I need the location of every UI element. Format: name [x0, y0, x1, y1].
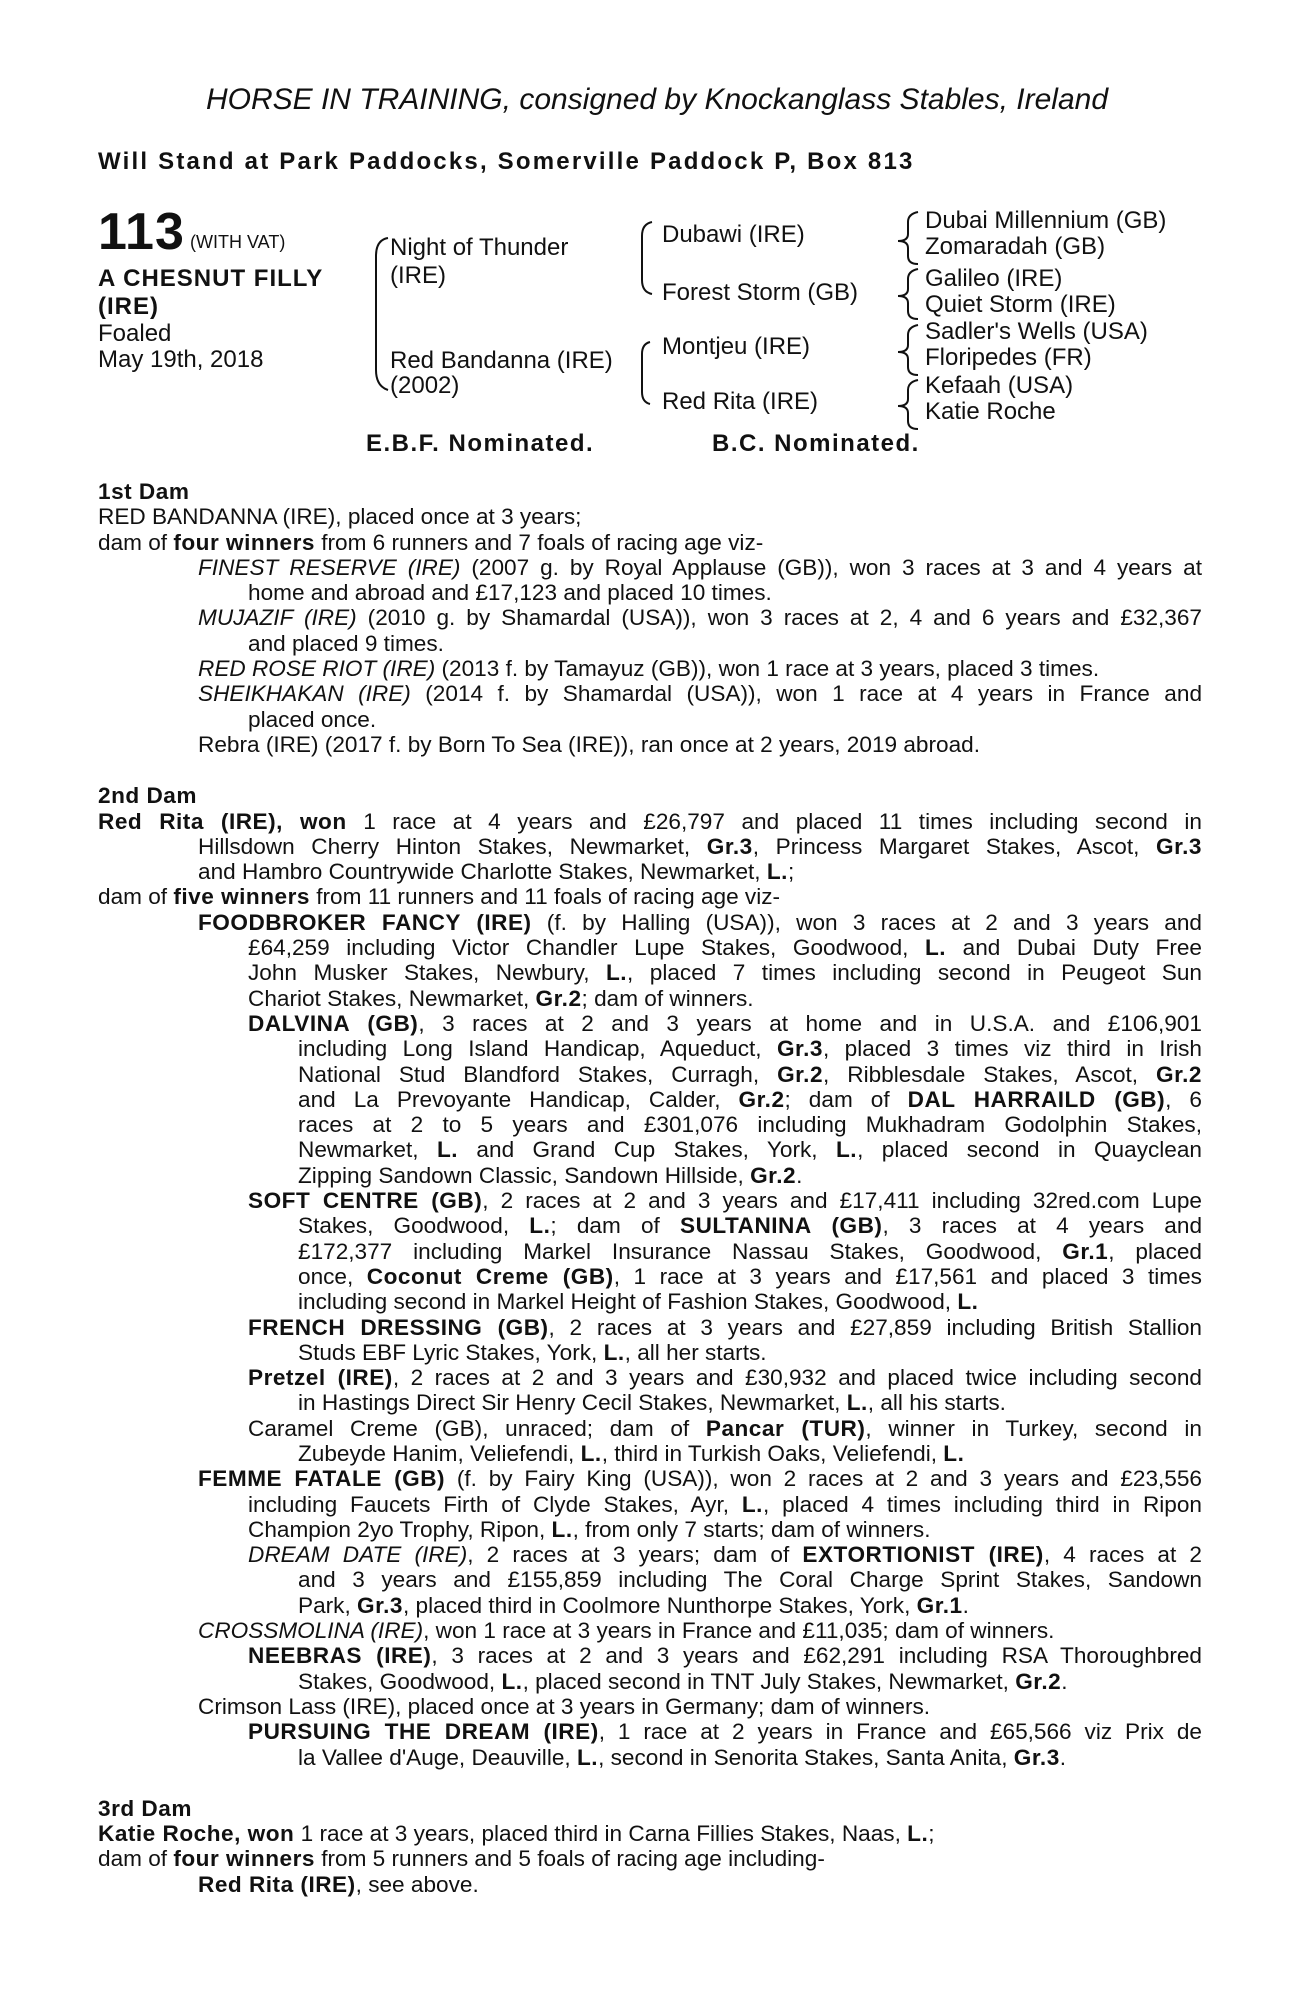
produce-pursuing-the-dream: PURSUING THE DREAM (IRE), 1 race at 2 years in France and £65,566 viz Prix de: [248, 1719, 1202, 1745]
produce-mujazif-cont: and placed 9 times.: [248, 630, 444, 656]
produce-foodbroker-fancy-4: Chariot Stakes, Newmarket, Gr.2; dam of winners.: [248, 985, 754, 1011]
produce-caramel-creme-2: Zubeyde Hanim, Veliefendi, L., third in Turkish Oaks, Veliefendi, L.: [298, 1440, 965, 1466]
gsire-4: Quiet Storm (IRE): [925, 291, 1116, 318]
produce-french-dressing-2: Studs EBF Lyric Stakes, York, L., all her starts.: [298, 1339, 767, 1365]
second-dam-heading: 2nd Dam: [98, 783, 197, 809]
bracket-main: [376, 238, 388, 390]
produce-femme-fatale: FEMME FATALE (GB) (f. by Fairy King (USA)), won 2 races at 2 and 3 years and £23,556: [198, 1466, 1202, 1492]
produce-red-rita: Red Rita (IRE), see above.: [198, 1871, 479, 1897]
dam-name: Red Bandanna (IRE): [390, 347, 613, 374]
gsire-1: Dubai Millennium (GB): [925, 207, 1167, 234]
dam-year: (2002): [390, 372, 460, 399]
second-dam-summary: Red Rita (IRE), won 1 race at 4 years and £26,797 and placed 11 times including second in: [98, 808, 1202, 834]
produce-caramel-creme: Caramel Creme (GB), unraced; dam of Pancar (TUR), winner in Turkey, second in: [248, 1415, 1202, 1441]
stand-location: Will Stand at Park Paddocks, Somerville Paddock P, Box 813: [98, 148, 915, 175]
second-dam-produce: dam of five winners from 11 runners and 11 foals of racing age viz-: [98, 884, 781, 910]
sire-country: (IRE): [390, 262, 446, 289]
produce-femme-fatale-3: Champion 2yo Trophy, Ripon, L., from only 7 starts; dam of winners.: [248, 1516, 931, 1542]
produce-dalvina-6: Newmarket, L. and Grand Cup Stakes, York, L., placed second in Quayclean: [298, 1137, 1202, 1163]
produce-french-dressing: FRENCH DRESSING (GB), 2 races at 3 years and £27,859 including British Stallion: [248, 1314, 1202, 1340]
produce-foodbroker-fancy-2: £64,259 including Victor Chandler Lupe Stakes, Goodwood, L. and Dubai Duty Free: [248, 935, 1202, 961]
produce-dalvina-2: including Long Island Handicap, Aqueduct, Gr.3, placed 3 times viz third in Irish: [298, 1036, 1202, 1062]
produce-dalvina-3: National Stud Blandford Stakes, Curragh, Gr.2, Ribblesdale Stakes, Ascot, Gr.2: [298, 1061, 1202, 1087]
produce-soft-centre-3: £172,377 including Markel Insurance Nassau Stakes, Goodwood, Gr.1, placed: [298, 1238, 1202, 1264]
produce-finest-reserve-cont: home and abroad and £17,123 and placed 10 times.: [248, 580, 772, 606]
produce-rebra: Rebra (IRE) (2017 f. by Born To Sea (IRE)), ran once at 2 years, 2019 abroad.: [198, 731, 980, 757]
first-dam-heading: 1st Dam: [98, 479, 190, 504]
first-dam-summary: RED BANDANNA (IRE), placed once at 3 years;: [98, 504, 582, 530]
produce-mujazif: MUJAZIF (IRE) (2010 g. by Shamardal (USA)), won 3 races at 2, 4 and 6 years and £32,367: [198, 605, 1203, 631]
third-dam-summary: Katie Roche, won 1 race at 3 years, placed third in Carna Fillies Stakes, Naas, L.;: [98, 1821, 935, 1847]
sire-name: Night of Thunder: [390, 234, 569, 261]
bracket-g1: [898, 212, 918, 264]
dam-dam: Red Rita (IRE): [662, 388, 819, 415]
produce-dream-date: DREAM DATE (IRE), 2 races at 3 years; dam of EXTORTIONIST (IRE), 4 races at 2: [248, 1542, 1202, 1568]
catalogue-title: HORSE IN TRAINING, consigned by Knockanglass Stables, Ireland: [205, 83, 1109, 116]
produce-dalvina: DALVINA (GB), 3 races at 2 and 3 years at home and in U.S.A. and £106,901: [248, 1010, 1202, 1036]
foaled-label: Foaled: [98, 320, 172, 347]
gsire-5: Sadler's Wells (USA): [925, 318, 1148, 345]
second-dam-summary-2: Hillsdown Cherry Hinton Stakes, Newmarket, Gr.3, Princess Margaret Stakes, Ascot, Gr.3: [198, 833, 1202, 859]
produce-sheikhakan: SHEIKHAKAN (IRE) (2014 f. by Shamardal (USA)), won 1 race at 4 years in France and: [198, 681, 1203, 707]
gsire-7: Kefaah (USA): [925, 372, 1074, 399]
sire-dam: Forest Storm (GB): [662, 279, 859, 306]
produce-pretzel: Pretzel (IRE), 2 races at 2 and 3 years and £30,932 and placed twice including second: [248, 1365, 1202, 1391]
third-dam-produce: dam of four winners from 5 runners and 5 foals of racing age including-: [98, 1846, 825, 1872]
bracket-sire: [642, 222, 652, 294]
bracket-g2: [898, 269, 918, 319]
produce-neebras-2: Stakes, Goodwood, L., placed second in TNT July Stakes, Newmarket, Gr.2.: [298, 1668, 1068, 1694]
produce-soft-centre-2: Stakes, Goodwood, L.; dam of SULTANINA (GB), 3 races at 4 years and: [298, 1213, 1203, 1239]
produce-sheikhakan-cont: placed once.: [248, 706, 377, 732]
produce-soft-centre: SOFT CENTRE (GB), 2 races at 2 and 3 years and £17,411 including 32red.com Lupe: [248, 1188, 1202, 1214]
bc-nomination: B.C. Nominated.: [712, 430, 920, 457]
bracket-dam: [642, 342, 650, 404]
produce-soft-centre-5: including second in Markel Height of Fashion Stakes, Goodwood, L.: [298, 1289, 979, 1315]
third-dam-heading: 3rd Dam: [98, 1795, 192, 1821]
produce-dream-date-2: and 3 years and £155,859 including The Coral Charge Sprint Stakes, Sandown: [298, 1567, 1202, 1593]
produce-dalvina-4: and La Prevoyante Handicap, Calder, Gr.2; dam of DAL HARRAILD (GB), 6: [298, 1086, 1203, 1112]
produce-red-rose-riot: RED ROSE RIOT (IRE) (2013 f. by Tamayuz (GB)), won 1 race at 3 years, placed 3 times.: [198, 656, 1100, 682]
produce-dalvina-5: races at 2 to 5 years and £301,076 including Mukhadram Godolphin Stakes,: [298, 1112, 1202, 1138]
first-dam-produce: dam of four winners from 6 runners and 7 foals of racing age viz-: [98, 529, 764, 555]
second-dam-summary-3: and Hambro Countrywide Charlotte Stakes, Newmarket, L.;: [198, 859, 795, 885]
gsire-6: Floripedes (FR): [925, 344, 1092, 371]
produce-foodbroker-fancy: FOODBROKER FANCY (IRE) (f. by Halling (USA)), won 3 races at 2 and 3 years and: [198, 909, 1202, 935]
produce-crimson-lass: Crimson Lass (IRE), placed once at 3 years in Germany; dam of winners.: [198, 1693, 931, 1719]
sire-sire: Dubawi (IRE): [662, 221, 805, 248]
produce-crossmolina: CROSSMOLINA (IRE), won 1 race at 3 years in France and £11,035; dam of winners.: [198, 1618, 1055, 1644]
produce-femme-fatale-2: including Faucets Firth of Clyde Stakes, Ayr, L., placed 4 times including third in Ripon: [248, 1491, 1202, 1517]
produce-neebras: NEEBRAS (IRE), 3 races at 2 and 3 years and £62,291 including RSA Thoroughbred: [248, 1643, 1202, 1669]
foaled-date: May 19th, 2018: [98, 346, 264, 373]
lot-description-breed: (IRE): [98, 293, 159, 320]
dam-sire: Montjeu (IRE): [662, 333, 811, 360]
gsire-2: Zomaradah (GB): [925, 233, 1106, 260]
gsire-8: Katie Roche: [925, 398, 1056, 425]
lot-number: 113: [98, 203, 185, 261]
ebf-nomination: E.B.F. Nominated.: [366, 430, 595, 457]
produce-dream-date-3: Park, Gr.3, placed third in Coolmore Nunthorpe Stakes, York, Gr.1.: [298, 1592, 969, 1618]
produce-dalvina-7: Zipping Sandown Classic, Sandown Hillside, Gr.2.: [298, 1162, 803, 1188]
produce-pursuing-the-dream-2: la Vallee d'Auge, Deauville, L., second in Senorita Stakes, Santa Anita, Gr.3.: [298, 1744, 1067, 1770]
lot-description: A CHESNUT FILLY: [98, 265, 324, 292]
vat-note: (WITH VAT): [190, 232, 286, 252]
produce-foodbroker-fancy-3: John Musker Stakes, Newbury, L., placed 7 times including second in Peugeot Sun: [248, 960, 1203, 986]
produce-finest-reserve: FINEST RESERVE (IRE) (2007 g. by Royal Applause (GB)), won 3 races at 3 and 4 years at: [198, 554, 1202, 580]
catalogue-body: [98, 479, 1202, 1897]
produce-pretzel-2: in Hastings Direct Sir Henry Cecil Stakes, Newmarket, L., all his starts.: [298, 1390, 1006, 1416]
bracket-g4: [898, 380, 918, 429]
bracket-g3: [898, 325, 918, 375]
gsire-3: Galileo (IRE): [925, 265, 1063, 292]
produce-soft-centre-4: once, Coconut Creme (GB), 1 race at 3 years and £17,561 and placed 3 times: [298, 1263, 1202, 1289]
